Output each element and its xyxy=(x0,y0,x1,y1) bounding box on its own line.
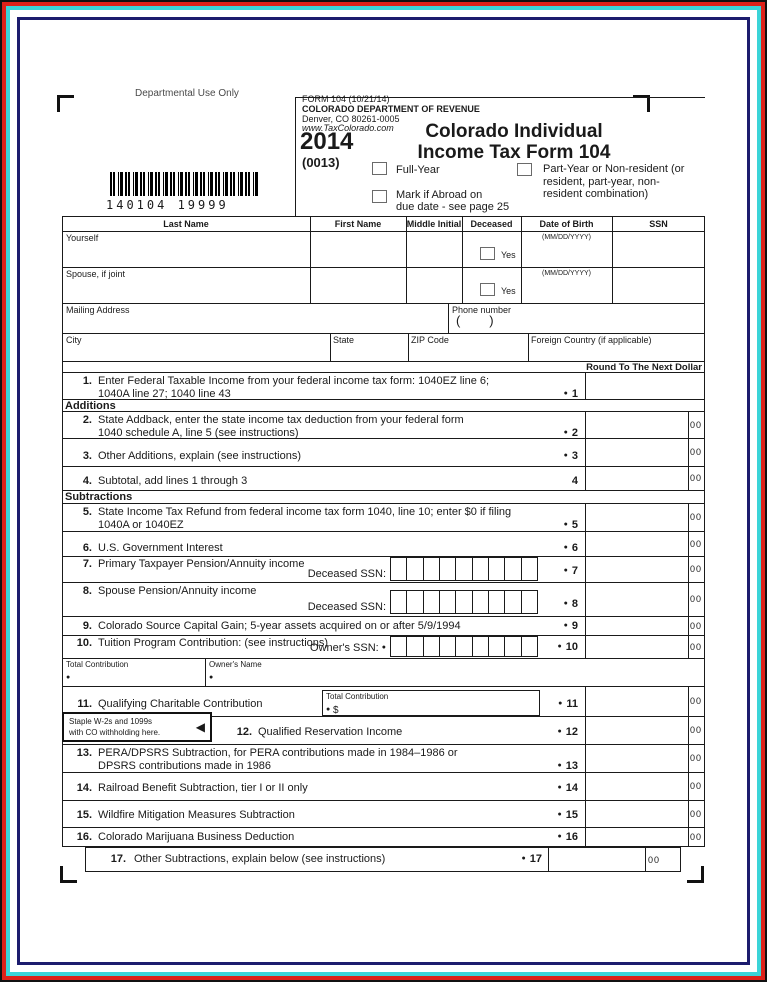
abroad-label-line2: due date - see page 25 xyxy=(396,201,510,213)
spouse-deceased-checkbox[interactable] xyxy=(480,283,495,296)
line-8-deceased-ssn-label: Deceased SSN: xyxy=(307,601,386,613)
bullet-icon: ● xyxy=(563,452,568,459)
line-2-cents: 00 xyxy=(690,419,703,430)
staple-note-line1: Staple W-2s and 1099s xyxy=(69,717,153,726)
line-3-number: 3. xyxy=(82,450,92,462)
foreign-country-label: Foreign Country (if applicable) xyxy=(531,335,652,345)
line-10-ref: ● 10 xyxy=(557,641,578,653)
line-1-number: 1. xyxy=(82,375,92,387)
spouse-middle-initial-input[interactable] xyxy=(407,268,461,302)
line-2-label-line2: 1040 schedule A, line 5 (see instructions) xyxy=(98,427,299,439)
grid-line xyxy=(645,847,646,872)
total-contribution-label: Total Contribution xyxy=(66,660,129,669)
line-15-amount-input[interactable] xyxy=(586,801,687,826)
line-1-amount-input[interactable] xyxy=(586,373,704,398)
ssn-digit-box[interactable] xyxy=(504,637,520,656)
line-12-ref: ● 12 xyxy=(557,726,578,738)
header-first-name: First Name xyxy=(334,219,382,229)
line-15-label: Wildfire Mitigation Measures Subtraction xyxy=(98,809,295,821)
bullet-icon: ● xyxy=(563,429,568,436)
ssn-digit-box[interactable] xyxy=(423,558,439,580)
ssn-digit-box[interactable] xyxy=(488,591,504,613)
line-15-ref: ● 15 xyxy=(557,809,578,821)
subtractions-section-header: Subtractions xyxy=(65,491,133,503)
grid-line xyxy=(548,847,549,872)
line-12-amount-input[interactable] xyxy=(586,717,687,743)
line-4-label: Subtotal, add lines 1 through 3 xyxy=(98,475,248,487)
line-11-contribution-input[interactable] xyxy=(350,702,536,715)
line-13-cents: 00 xyxy=(690,753,703,763)
line-17-amount-input[interactable] xyxy=(550,848,644,871)
spouse-dob-format: (MM/DD/YYYY) xyxy=(542,270,591,277)
line-10-cents: 00 xyxy=(690,641,703,652)
ssn-digit-box[interactable] xyxy=(455,637,471,656)
line-5-label-line2: 1040A or 1040EZ xyxy=(98,519,184,531)
header-date-of-birth: Date of Birth xyxy=(539,219,594,229)
header-deceased: Deceased xyxy=(470,219,513,229)
bullet-icon: ● xyxy=(557,643,562,650)
line-16-cents: 00 xyxy=(690,832,703,842)
line-3-cents: 00 xyxy=(690,447,703,457)
line-13-amount-input[interactable] xyxy=(586,745,687,771)
header-last-name: Last Name xyxy=(163,219,209,229)
line-7-cents: 00 xyxy=(690,564,703,574)
line-4-number: 4. xyxy=(82,475,92,487)
mailing-address-input[interactable] xyxy=(63,315,447,332)
line-5-ref: ● 5 xyxy=(563,519,578,531)
full-year-checkbox[interactable] xyxy=(372,162,387,175)
line-12-cents: 00 xyxy=(690,725,703,735)
bullet-icon: ● xyxy=(326,706,331,713)
ssn-digit-box[interactable] xyxy=(439,637,455,656)
zip-code-label: ZIP Code xyxy=(411,335,449,345)
phone-number-input[interactable] xyxy=(449,314,704,332)
yourself-middle-initial-input[interactable] xyxy=(407,232,461,266)
grid-line xyxy=(62,490,705,491)
mailing-address-label: Mailing Address xyxy=(66,305,130,315)
bullet-icon: ● xyxy=(209,674,214,681)
line-7-ref: ● 7 xyxy=(563,565,578,577)
line-12-label: Qualified Reservation Income xyxy=(258,726,403,738)
spouse-ssn-input[interactable] xyxy=(613,268,704,302)
ssn-digit-box[interactable] xyxy=(423,637,439,656)
line-8-cents: 00 xyxy=(690,594,703,604)
header-middle-initial: Middle Initial xyxy=(406,219,462,229)
department-address: Denver, CO 80261-0005 xyxy=(302,114,400,124)
line-8-amount-input[interactable] xyxy=(586,583,687,615)
line-16-number: 16. xyxy=(76,831,92,843)
line-5-amount-input[interactable] xyxy=(586,504,687,530)
staple-note-box xyxy=(62,712,212,742)
line-14-cents: 00 xyxy=(690,781,703,791)
line-14-amount-input[interactable] xyxy=(586,773,687,799)
ssn-digit-box[interactable] xyxy=(455,591,471,613)
line-13-label: PERA/DPSRS Subtraction, for PERA contributions made in 1984–1986 or xyxy=(98,747,458,759)
bullet-icon: ● xyxy=(563,390,568,397)
yourself-first-name-input[interactable] xyxy=(311,232,405,266)
line-17-ref: ● 17 xyxy=(521,853,542,865)
line-9-label: Colorado Source Capital Gain; 5-year assets acquired on or after 5/9/1994 xyxy=(98,620,461,632)
line-1-label-line2: 1040A line 27; 1040 line 43 xyxy=(98,388,231,400)
form-number: FORM 104 (10/21/14) xyxy=(302,94,390,104)
line-5-number: 5. xyxy=(82,506,92,518)
bullet-icon: ● xyxy=(558,700,563,707)
line-12-number: 12. xyxy=(236,726,252,738)
line-6-ref: ● 6 xyxy=(563,542,578,554)
line-11-cents: 00 xyxy=(690,696,703,706)
line-3-amount-input[interactable] xyxy=(586,439,687,465)
line-1-label: Enter Federal Taxable Income from your federal income tax form: 1040EZ line 6; xyxy=(98,375,490,387)
city-input[interactable] xyxy=(63,345,329,360)
bullet-icon: ● xyxy=(557,784,562,791)
barcode xyxy=(110,172,258,196)
line-5-label: State Income Tax Refund from federal income tax form 1040, line 10; enter $0 if filing xyxy=(98,506,512,518)
yourself-last-name-input[interactable] xyxy=(63,243,309,266)
line-3-label: Other Additions, explain (see instructions) xyxy=(98,450,301,462)
line-6-label: U.S. Government Interest xyxy=(98,542,223,554)
ssn-digit-box[interactable] xyxy=(391,558,406,580)
line-13-label-line2: DPSRS contributions made in 1986 xyxy=(98,760,272,772)
line-4-amount-input[interactable] xyxy=(586,467,687,489)
ssn-digit-box[interactable] xyxy=(504,558,520,580)
staple-arrow-icon: ◀ xyxy=(195,720,205,734)
owner-name-input[interactable] xyxy=(218,670,698,685)
ssn-digit-box[interactable] xyxy=(472,637,488,656)
ssn-digit-box[interactable] xyxy=(521,558,537,580)
line-8-deceased-ssn-boxes xyxy=(390,590,538,614)
line-7-deceased-ssn-label: Deceased SSN: xyxy=(307,568,386,580)
header-divider-line xyxy=(295,97,296,216)
line-15-cents: 00 xyxy=(690,808,703,819)
bullet-icon: ● xyxy=(557,833,562,840)
ssn-digit-box[interactable] xyxy=(472,591,488,613)
grid-line xyxy=(62,333,705,334)
bullet-icon: ● xyxy=(557,728,562,735)
ssn-digit-box[interactable] xyxy=(439,591,455,613)
total-contribution-input[interactable] xyxy=(75,670,203,685)
ssn-digit-box[interactable] xyxy=(455,558,471,580)
grid-line xyxy=(62,303,705,304)
bullet-icon: ● xyxy=(381,644,386,651)
line-1-ref: ● 1 xyxy=(563,388,578,400)
line-8-number: 8. xyxy=(82,585,92,597)
yourself-deceased-checkbox[interactable] xyxy=(480,247,495,260)
line-5-cents: 00 xyxy=(690,512,703,522)
line-4-ref: 4 xyxy=(571,475,578,487)
bullet-icon: ● xyxy=(557,811,562,818)
line-17-number: 17. xyxy=(110,853,126,865)
line-13-ref: ● 13 xyxy=(557,760,578,772)
form-title-line1: Colorado Individual xyxy=(425,121,603,142)
website: www.TaxColorado.com xyxy=(302,123,394,133)
grid-line xyxy=(205,658,206,686)
form-sheet xyxy=(20,20,747,962)
line-17-cents: 00 xyxy=(648,854,661,865)
department-name: COLORADO DEPARTMENT OF REVENUE xyxy=(302,104,480,114)
line-11-ref: ● 11 xyxy=(558,698,578,710)
form-code: (0013) xyxy=(302,155,340,170)
owner-name-label: Owner's Name xyxy=(209,660,262,669)
line-2-ref: ● 2 xyxy=(563,427,578,439)
bullet-icon: ● xyxy=(521,855,526,862)
ssn-digit-box[interactable] xyxy=(406,637,422,656)
line-16-ref: ● 16 xyxy=(557,831,578,843)
spouse-deceased-yes-label: Yes xyxy=(501,286,516,296)
abroad-checkbox[interactable] xyxy=(372,190,387,203)
phone-parens: ( ) xyxy=(456,313,494,328)
line-9-cents: 00 xyxy=(690,620,703,631)
grid-line xyxy=(462,216,463,303)
spouse-label: Spouse, if joint xyxy=(66,269,126,279)
ssn-digit-box[interactable] xyxy=(391,591,406,613)
form-title-line2: Income Tax Form 104 xyxy=(417,142,611,163)
line-6-cents: 00 xyxy=(690,538,703,549)
line-13-number: 13. xyxy=(76,747,92,759)
ssn-digit-box[interactable] xyxy=(488,637,504,656)
ssn-digit-box[interactable] xyxy=(423,591,439,613)
city-label: City xyxy=(66,335,82,345)
line-9-number: 9. xyxy=(82,620,92,632)
ssn-digit-box[interactable] xyxy=(521,637,537,656)
line-6-amount-input[interactable] xyxy=(586,532,687,555)
line-3-ref: ● 3 xyxy=(563,450,578,462)
part-year-checkbox[interactable] xyxy=(517,163,532,176)
zip-code-input[interactable] xyxy=(409,345,527,360)
abroad-label-line1: Mark if Abroad on xyxy=(396,189,483,201)
bullet-icon: ● xyxy=(563,544,568,551)
ssn-digit-box[interactable] xyxy=(472,558,488,580)
line-16-label: Colorado Marijuana Business Deduction xyxy=(98,831,295,843)
additions-section-header: Additions xyxy=(65,400,116,412)
state-input[interactable] xyxy=(331,345,407,360)
line-17-label: Other Subtractions, explain below (see instructions) xyxy=(134,853,386,865)
corner-mark-bottom-right xyxy=(687,866,704,883)
round-to-next-dollar-note: Round To The Next Dollar xyxy=(586,362,702,373)
line-7-label: Primary Taxpayer Pension/Annuity income xyxy=(98,558,305,570)
bullet-icon: ● xyxy=(563,600,568,607)
bullet-icon: ● xyxy=(557,762,562,769)
ssn-digit-box[interactable] xyxy=(439,558,455,580)
line-7-amount-input[interactable] xyxy=(586,557,687,581)
yourself-label: Yourself xyxy=(66,233,99,243)
line-2-label: State Addback, enter the state income tax deduction from your federal form xyxy=(98,414,464,426)
ssn-digit-box[interactable] xyxy=(406,558,422,580)
line-6-number: 6. xyxy=(82,542,92,554)
line-10-owner-ssn-boxes xyxy=(390,636,538,657)
full-year-label: Full-Year xyxy=(396,164,440,176)
line-10-owner-ssn-label: Owner's SSN: ● xyxy=(309,642,386,654)
line-9-amount-input[interactable] xyxy=(586,617,687,634)
bullet-icon: ● xyxy=(66,674,71,681)
spouse-first-name-input[interactable] xyxy=(311,268,405,302)
ssn-digit-box[interactable] xyxy=(488,558,504,580)
line-14-ref: ● 14 xyxy=(557,782,578,794)
yourself-dob-format: (MM/DD/YYYY) xyxy=(542,234,591,241)
bullet-icon: ● xyxy=(563,567,568,574)
line-11-number: 11. xyxy=(77,698,92,710)
line-10-amount-input[interactable] xyxy=(586,636,687,657)
line-9-ref: ● 9 xyxy=(563,620,578,632)
ssn-digit-box[interactable] xyxy=(391,637,406,656)
state-label: State xyxy=(333,335,355,345)
yourself-dob-input[interactable] xyxy=(522,242,611,266)
line-7-number: 7. xyxy=(82,558,92,570)
line-11-dollar-prefix: ● $ xyxy=(326,705,339,716)
line-10-number: 10. xyxy=(76,637,92,649)
corner-mark-top-left xyxy=(57,95,74,112)
yourself-ssn-input[interactable] xyxy=(613,232,704,266)
spouse-last-name-input[interactable] xyxy=(63,279,309,302)
grid-line xyxy=(62,658,705,659)
spouse-dob-input[interactable] xyxy=(522,278,611,302)
bullet-icon: ● xyxy=(563,521,568,528)
line-4-cents: 00 xyxy=(690,473,703,483)
line-2-number: 2. xyxy=(82,414,92,426)
staple-note-line2: with CO withholding here. xyxy=(69,728,161,737)
tax-year: 2014 xyxy=(300,128,354,155)
departmental-use-label: Departmental Use Only xyxy=(135,88,239,99)
line-8-label: Spouse Pension/Annuity income xyxy=(98,585,257,597)
barcode-text: 140104 19999 xyxy=(106,198,229,212)
ssn-digit-box[interactable] xyxy=(521,591,537,613)
line-2-amount-input[interactable] xyxy=(586,412,687,437)
ssn-digit-box[interactable] xyxy=(406,591,422,613)
line-8-ref: ● 8 xyxy=(563,598,578,610)
line-16-amount-input[interactable] xyxy=(586,828,687,846)
header-ssn: SSN xyxy=(649,219,668,229)
line-10-label: Tuition Program Contribution: (see instructions) xyxy=(98,637,329,649)
line-14-label: Railroad Benefit Subtraction, tier I or II only xyxy=(98,782,308,794)
ssn-digit-box[interactable] xyxy=(504,591,520,613)
line-11-amount-input[interactable] xyxy=(586,687,687,715)
foreign-country-input[interactable] xyxy=(529,345,704,360)
line-11-total-contribution-label: Total Contribution xyxy=(326,692,389,701)
corner-mark-bottom-left xyxy=(60,866,77,883)
line-7-deceased-ssn-boxes xyxy=(390,557,538,581)
phone-number-label: Phone number xyxy=(452,305,512,315)
line-15-number: 15. xyxy=(76,809,92,821)
part-year-label: Part-Year or Non-resident (or resident, part-year, non-resident combination) xyxy=(543,163,685,200)
line-11-label: Qualifying Charitable Contribution xyxy=(98,698,263,710)
line-14-number: 14. xyxy=(76,782,92,794)
bullet-icon: ● xyxy=(563,622,568,629)
yourself-deceased-yes-label: Yes xyxy=(501,250,516,260)
